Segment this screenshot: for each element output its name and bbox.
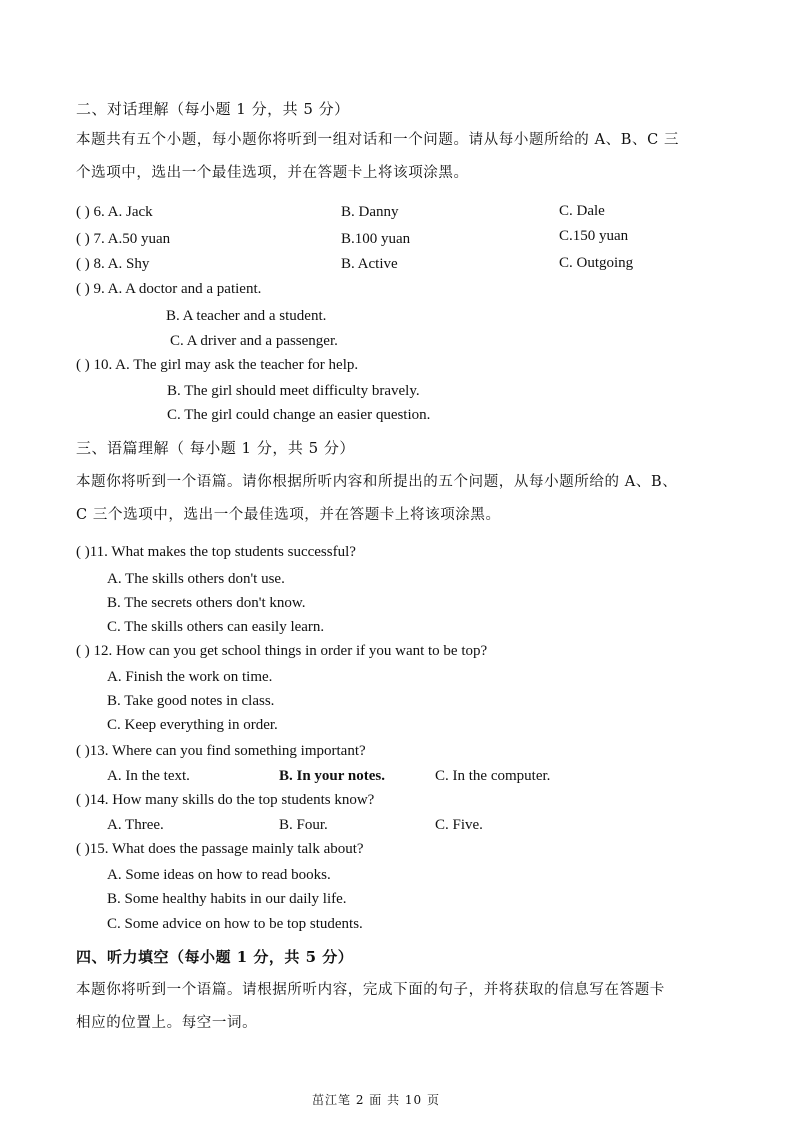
section4-heading: 四、听力填空（每小题 1 分，共 5 分） xyxy=(76,948,354,966)
q15-option-c: C. Some advice on how to be top students. xyxy=(107,916,363,932)
q8-option-b: B. Active xyxy=(341,256,398,272)
section3-heading: 三、语篇理解（ 每小题 1 分，共 5 分） xyxy=(76,439,355,457)
page-footer: 茁江笔 2 面 共 10 页 xyxy=(312,1093,440,1107)
section4-instruction-line2: 相应的位置上。每空一词。 xyxy=(76,1015,258,1031)
q14-stem: ( )14. How many skills do the top students know? xyxy=(76,792,375,808)
q12-option-c: C. Keep everything in order. xyxy=(107,717,278,733)
q10-option-c: C. The girl could change an easier question. xyxy=(167,407,431,423)
q13-option-a: A. In the text. xyxy=(107,768,190,784)
q9-stem: ( ) 9. A. A doctor and a patient. xyxy=(76,281,262,297)
q10-option-b: B. The girl should meet difficulty bravely. xyxy=(167,383,420,399)
q14-option-c: C. Five. xyxy=(435,817,483,833)
q12-option-b: B. Take good notes in class. xyxy=(107,693,275,709)
q13-stem: ( )13. Where can you find something important? xyxy=(76,743,366,759)
q11-option-c: C. The skills others can easily learn. xyxy=(107,619,325,635)
section2-instruction-line2: 个选项中，选出一个最佳选项，并在答题卡上将该项涂黑。 xyxy=(76,165,469,181)
q8-stem: ( ) 8. A. Shy xyxy=(76,256,150,272)
q13-option-b: B. In your notes. xyxy=(279,768,385,784)
q6-option-c: C. Dale xyxy=(559,203,605,219)
q7-option-b: B.100 yuan xyxy=(341,231,411,247)
q13-option-c: C. In the computer. xyxy=(435,768,551,784)
q15-stem: ( )15. What does the passage mainly talk about? xyxy=(76,841,364,857)
section4-instruction-line1: 本题你将听到一个语篇。请根据所听内容，完成下面的句子，并将获取的信息写在答题卡 xyxy=(76,982,665,998)
q6-option-b: B. Danny xyxy=(341,204,399,220)
q14-option-a: A. Three. xyxy=(107,817,164,833)
section2-instruction-line1: 本题共有五个小题，每小题你将听到一组对话和一个问题。请从每小题所给的 A、B、C 三 xyxy=(76,132,680,148)
q7-stem: ( ) 7. A.50 yuan xyxy=(76,231,171,247)
section3-instruction-line2: C 三个选项中，选出一个最佳选项，并在答题卡上将该项涂黑。 xyxy=(76,507,501,523)
section3-instruction-line1: 本题你将听到一个语篇。请你根据所听内容和所提出的五个问题，从每小题所给的 A、B、 xyxy=(76,474,678,490)
q15-option-b: B. Some healthy habits in our daily life. xyxy=(107,891,347,907)
q9-option-b: B. A teacher and a student. xyxy=(166,308,327,324)
q7-option-c: C.150 yuan xyxy=(559,228,629,244)
q15-option-a: A. Some ideas on how to read books. xyxy=(107,867,331,883)
q14-option-b: B. Four. xyxy=(279,817,328,833)
q9-option-c: C. A driver and a passenger. xyxy=(170,333,338,349)
q6-stem: ( ) 6. A. Jack xyxy=(76,204,153,220)
q12-stem: ( ) 12. How can you get school things in order if you want to be top? xyxy=(76,643,488,659)
q8-option-c: C. Outgoing xyxy=(559,255,634,271)
q11-stem: ( )11. What makes the top students successful? xyxy=(76,544,356,560)
q11-option-a: A. The skills others don't use. xyxy=(107,571,285,587)
q11-option-b: B. The secrets others don't know. xyxy=(107,595,306,611)
q12-option-a: A. Finish the work on time. xyxy=(107,669,273,685)
q10-stem: ( ) 10. A. The girl may ask the teacher for help. xyxy=(76,357,359,373)
section2-heading: 二、对话理解（每小题 1 分，共 5 分） xyxy=(76,100,350,118)
